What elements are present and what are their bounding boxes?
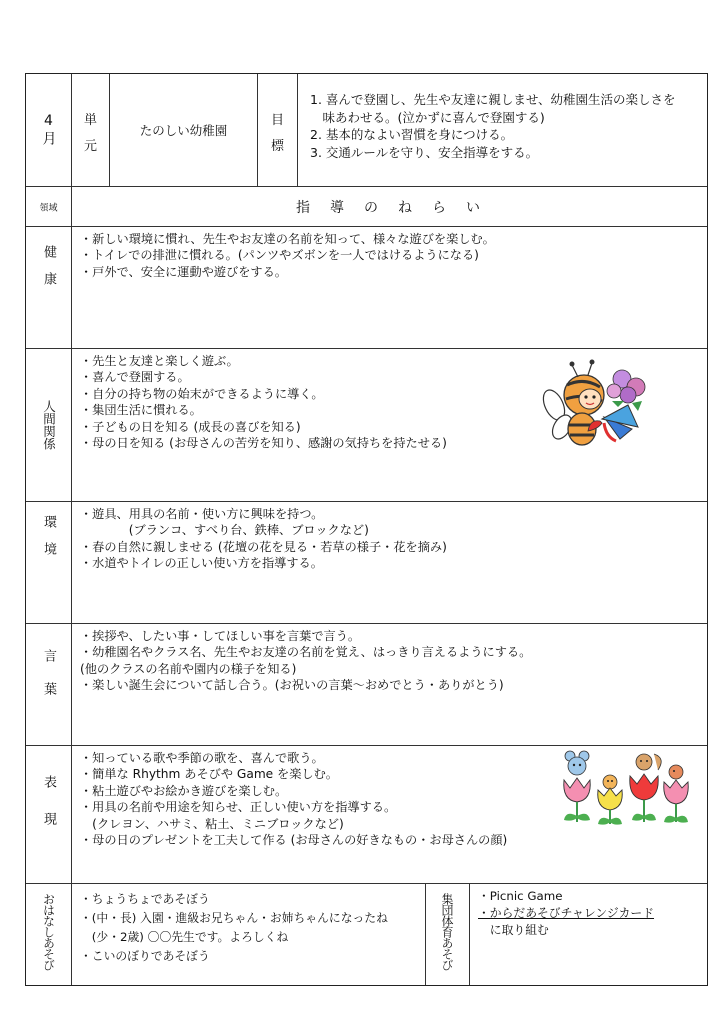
environment-row	[26, 502, 707, 624]
relations-line: ・自分の持ち物の始末ができるように導く。	[80, 386, 324, 401]
environment-line: ・遊具、用具の名前・使い方に興味を持つ。	[80, 507, 324, 521]
group-label: 集団体育あそび	[440, 892, 454, 970]
goal-line: 味あわせる。(泣かずに喜んで登園する)	[310, 109, 545, 125]
goal-line: 2. 基本的なよい習慣を身につける。	[310, 127, 514, 142]
group-line: に取り組む	[478, 923, 549, 937]
expression-row	[26, 746, 707, 884]
language-line: ・挨拶や、したい事・してほしい事を言葉で言う。	[80, 629, 361, 643]
health-lines	[80, 231, 699, 280]
group-line: ・からだあそびチャレンジカード	[478, 906, 655, 920]
goal-line: 3. 交通ルールを守り、安全指導をする。	[310, 144, 539, 160]
expression-label: 表現	[41, 775, 56, 849]
expression-line: ・知っている歌や季節の歌を、喜んで歌う。	[80, 751, 324, 765]
language-line: (他のクラスの名前や園内の様子を知る)	[80, 661, 297, 676]
bird-on-tulip	[598, 775, 623, 825]
month-cell	[26, 74, 72, 186]
expression-line: ・用具の名前や用途を知らせ、正しい使い方を指導する。	[80, 800, 397, 815]
story-label: おはなしあそび	[41, 892, 56, 970]
animals-tulips-illustration	[554, 750, 694, 830]
story-line: (少・2歳) 〇〇先生です。よろしくね	[80, 930, 289, 944]
group-lines	[478, 888, 699, 939]
story-label-cell	[26, 884, 72, 985]
health-line: ・新しい環境に慣れ、先生やお友達の名前を知って、様々な遊びを楽しむ。	[80, 232, 495, 246]
environment-lines	[80, 506, 699, 572]
domain-label-cell	[26, 187, 72, 226]
relations-label-cell	[26, 349, 72, 501]
story-content	[72, 884, 426, 985]
health-line: ・トイレでの排泄に慣れる。(パンツやズボンを一人ではけるようになる)	[80, 248, 479, 263]
health-line: ・戸外で、安全に運動や遊びをする。	[80, 264, 287, 279]
aims-title: 指 導 の ね ら い	[296, 199, 483, 216]
unit-name-cell	[110, 74, 258, 186]
environment-line: (ブランコ、すべり台、鉄棒、ブロックなど)	[80, 523, 369, 538]
relations-row	[26, 349, 707, 502]
health-row	[26, 227, 707, 349]
story-line: ・こいのぼりであそぼう	[80, 949, 210, 963]
group-content	[470, 884, 707, 985]
story-lines	[80, 890, 417, 966]
relations-line: ・集団生活に慣れる。	[80, 403, 202, 418]
relations-line: ・子どもの日を知る (成長の喜びを知る)	[80, 419, 301, 434]
relations-line: ・喜んで登園する。	[80, 370, 190, 385]
aims-title-cell	[72, 187, 707, 226]
relations-content	[72, 349, 707, 501]
unit-name: たのしい幼稚園	[139, 123, 228, 138]
month-label: 4月	[40, 113, 57, 147]
unit-label-cell	[72, 74, 110, 186]
language-line: ・幼稚園名やクラス名、先生やお友達の名前を覚え、はっきり言えるようにする。	[80, 645, 532, 660]
header-row	[26, 74, 707, 187]
language-row	[26, 624, 707, 746]
activities-row	[26, 884, 707, 985]
language-content	[72, 624, 707, 745]
environment-label: 環境	[41, 515, 56, 569]
goal-label-1: 目	[270, 113, 284, 128]
health-label-cell	[26, 227, 72, 348]
expression-line: ・母の日のプレゼントを工夫して作る (お母さんの好きなもの・お母さんの顔)	[80, 833, 508, 848]
environment-content	[72, 502, 707, 623]
environment-line: ・春の自然に親しませる (花壇の花を見る・若草の様子・花を摘み)	[80, 539, 447, 554]
story-line: ・ちょうちょであそぼう	[80, 892, 210, 906]
relations-label: 人間関係	[41, 400, 57, 450]
goal-line: 1. 喜んで登園し、先生や友達に親しませ、幼稚園生活の楽しさを	[310, 92, 676, 107]
expression-line: ・簡単な Rhythm あそびや Game を楽しむ。	[80, 767, 338, 782]
goal-label-2: 標	[270, 139, 284, 154]
goals-cell	[298, 74, 707, 186]
relations-line: ・母の日を知る (お母さんの苦労を知り、感謝の気持ちを持たせる)	[80, 436, 447, 451]
health-content	[72, 227, 707, 348]
expression-line: (クレヨン、ハサミ、粘土、ミニブロックなど)	[80, 816, 344, 831]
expression-label-cell	[26, 746, 72, 883]
relations-line: ・先生と友達と楽しく遊ぶ。	[80, 354, 239, 368]
environment-label-cell	[26, 502, 72, 623]
group-line: ・Picnic Game	[478, 889, 563, 903]
domain-title-row	[26, 187, 707, 227]
bird2-on-tulip	[664, 765, 689, 823]
environment-line: ・水道やトイレの正しい使い方を指導する。	[80, 556, 323, 571]
story-line: ・(中・長) 入園・進級お兄ちゃん・お姉ちゃんになったね	[80, 911, 388, 925]
group-label-cell	[426, 884, 470, 985]
squirrel-on-tulip	[630, 754, 661, 822]
unit-label-2: 元	[83, 139, 97, 154]
bee-bouquet-illustration	[542, 357, 652, 457]
language-line: ・楽しい誕生会について話し合う。(お祝いの言葉～おめでとう・ありがとう)	[80, 678, 504, 693]
domain-label: 領域	[39, 203, 58, 213]
health-label: 健康	[41, 245, 56, 299]
language-label-cell	[26, 624, 72, 745]
unit-label-1: 単	[83, 113, 97, 128]
language-label: 言葉	[41, 649, 56, 715]
expression-content	[72, 746, 707, 883]
expression-line: ・粘土遊びやお絵かき遊びを楽しむ。	[80, 783, 288, 798]
language-lines	[80, 628, 699, 694]
mouse-on-tulip	[564, 751, 590, 822]
goal-label-cell	[258, 74, 298, 186]
goals-list	[310, 91, 699, 161]
lesson-plan-table	[25, 73, 708, 986]
